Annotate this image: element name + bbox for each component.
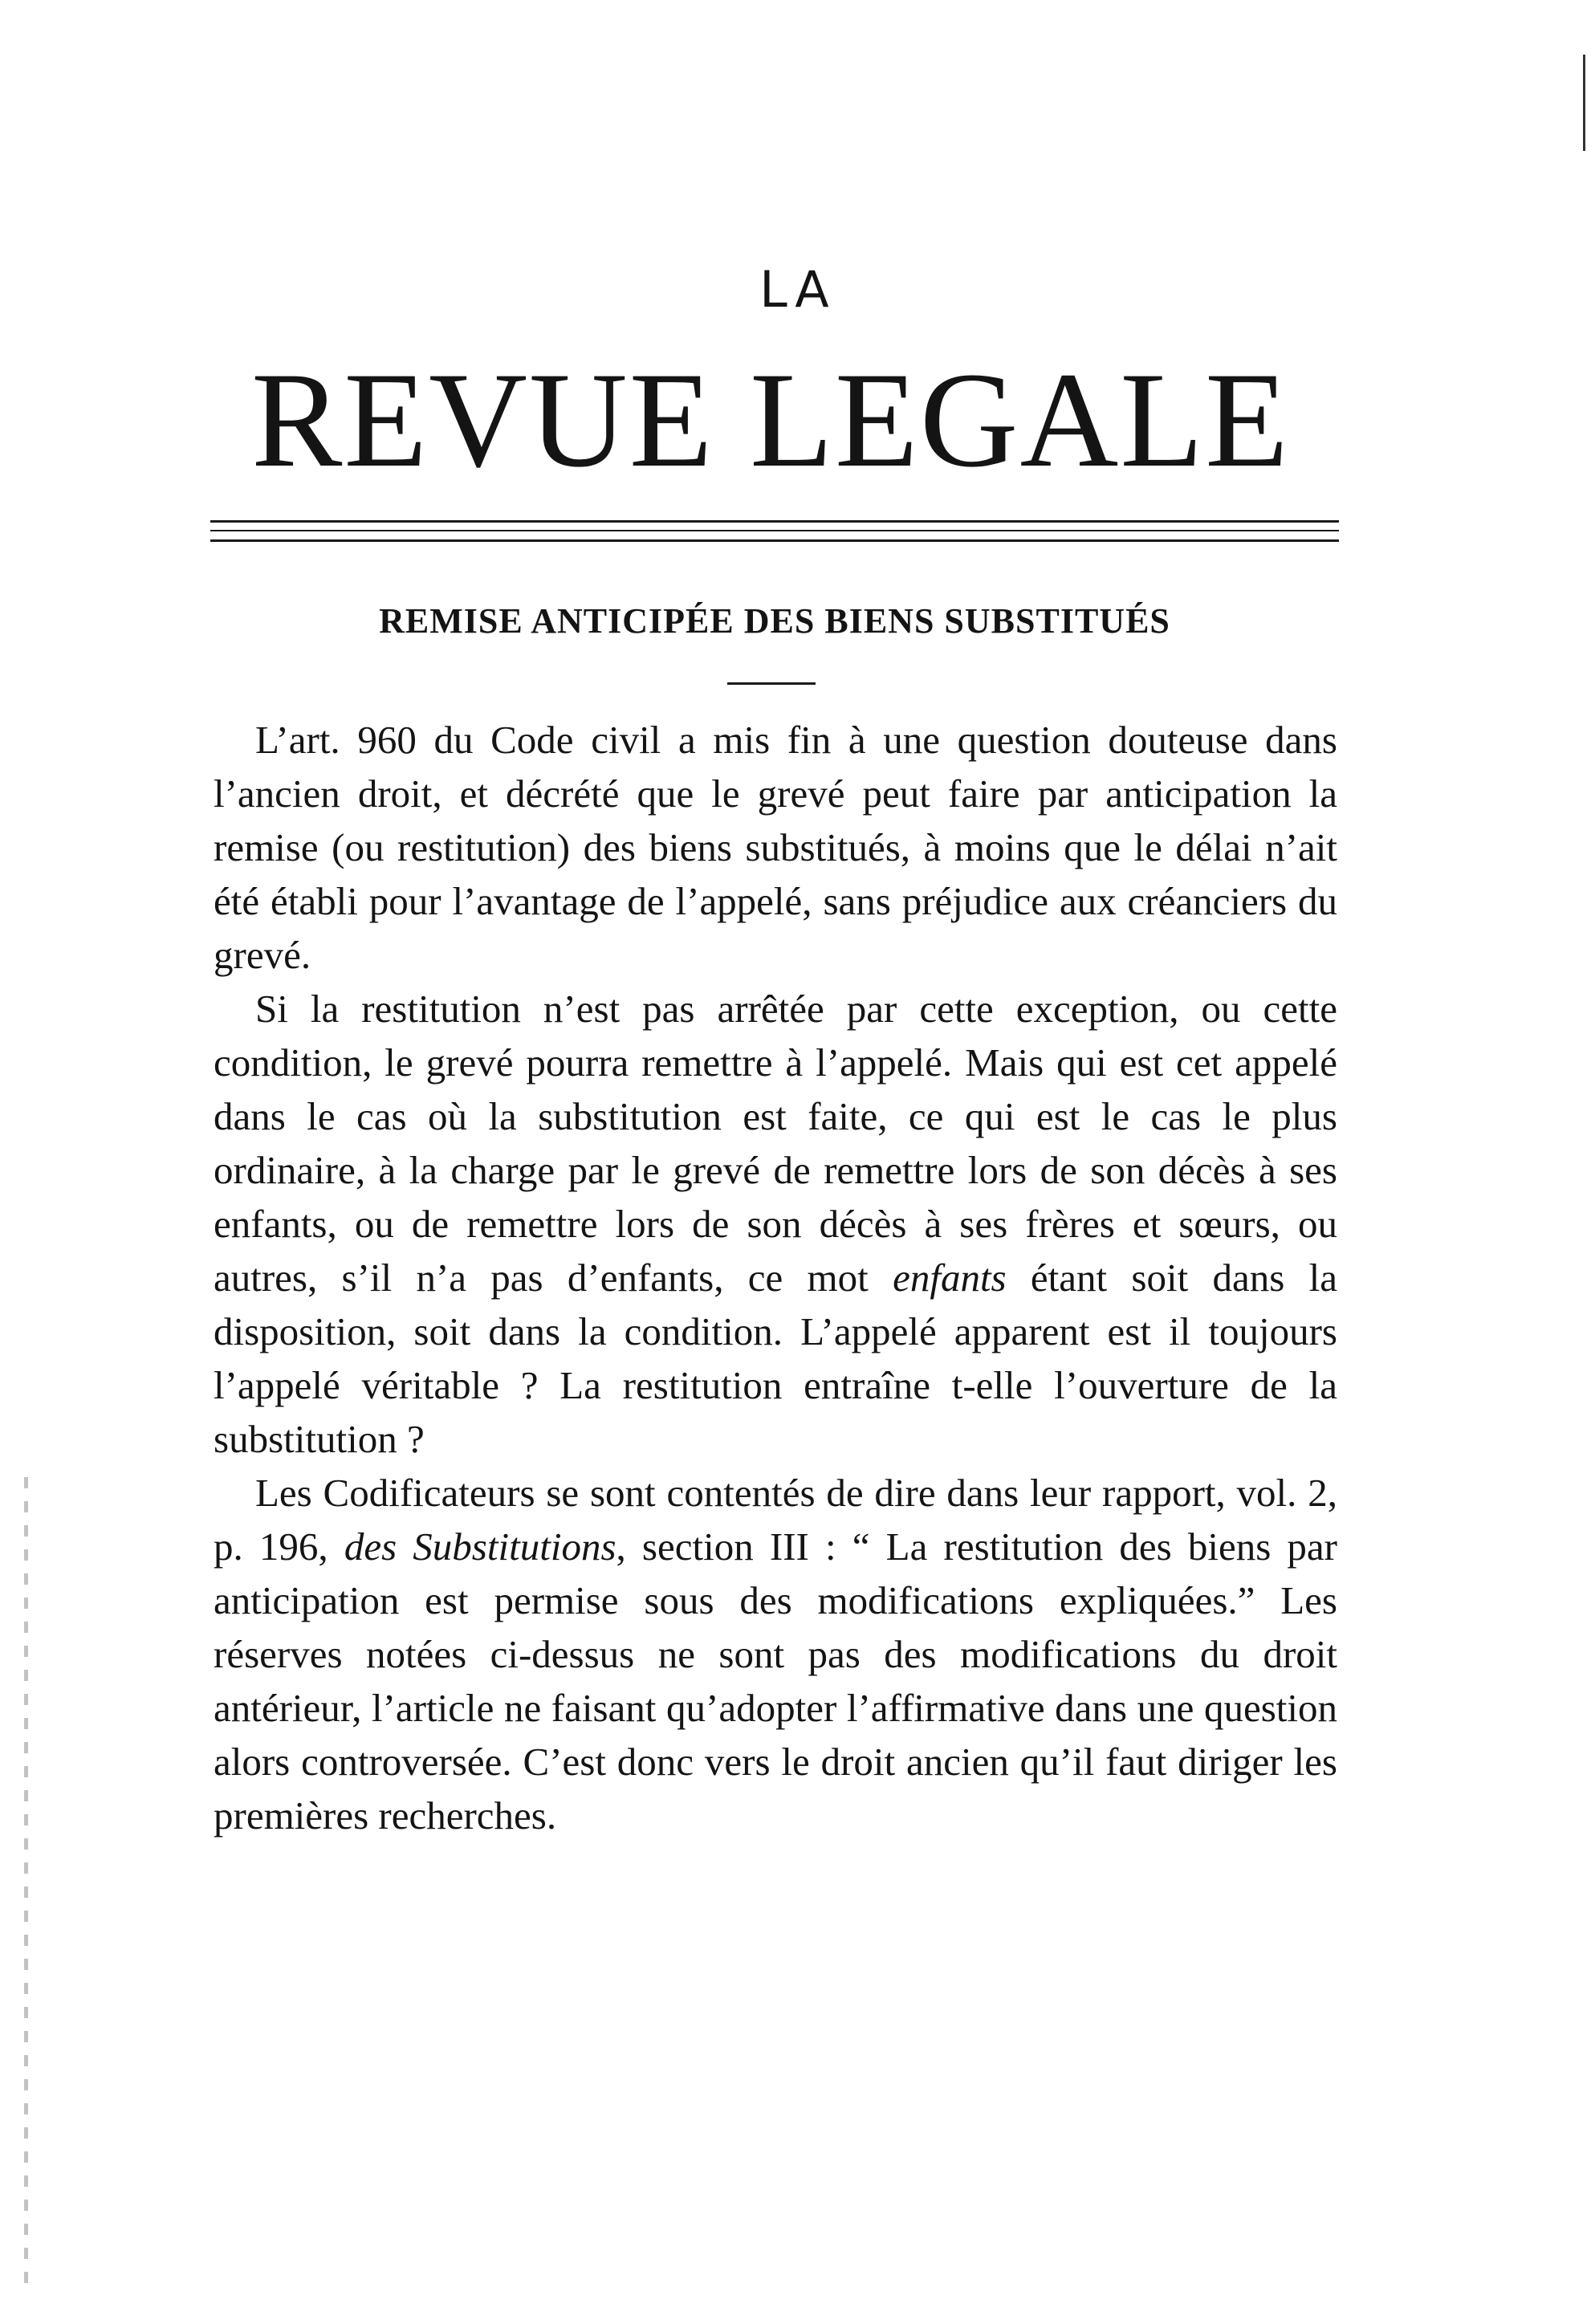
paragraph-2-text-end: étant soit dans la disposition, soit dans la condition. L’appelé apparent est il toujours l’appelé véritable ? La restitution entraîne t-elle l’ouverture de la substitution ? [214,1256,1337,1461]
paragraph-2-italic-term: enfants [893,1256,1007,1300]
masthead-rule-middle [210,530,1339,531]
paragraph-3-text-start: Les Codificateurs se sont contentés de dire dans leur rapport, vol. 2, p. 196, [214,1471,1337,1569]
paragraph-2 [214,982,1337,1466]
paragraph-1: L’art. 960 du Code civil a mis fin à une question douteuse dans l’ancien droit, et décrété que le grevé peut faire par anticipation la remise (ou restitution) des biens substitués, à moins que le délai n’ait été établi pour l’avantage de l’appelé, sans préjudice aux créanciers du grevé. [214,718,1337,977]
page-edge-mark [1583,55,1585,151]
paragraph-3-italic-title: des Substitutions [344,1524,616,1569]
binding-edge-mark [24,1477,28,2296]
paragraph-2-text-start: Si la restitution n’est pas arrêtée par cette exception, ou cette condition, le grevé pourra remettre à l’appelé. Mais qui est cet appelé dans le cas où la substitution est faite, ce qui est le cas le plus ordinaire, à la charge par le grevé de remettre lors de son décès à ses enfants, ou de remettre lors de son décès à ses frères et sœurs, ou autres, s’il n’a pas d’enfants, ce mot [214,987,1337,1300]
article-heading: REMISE ANTICIPÉE DES BIENS SUBSTITUÉS [379,601,1170,641]
masthead-rule-top [210,520,1339,523]
paragraph-3 [214,1466,1337,1842]
paragraph-3-text-end: , section III : “ La restitution des biens par anticipation est permise sous des modifications expliquées.” Les réserves notées ci-dessus ne sont pas des modifications du droit antérieur, l’article ne faisant qu’adopter l’affirmative dans une question alors controversée. C’est donc vers le droit ancien qu’il faut diriger les premières recherches. [214,1524,1338,1838]
masthead-title: REVUE LEGALE [250,344,1291,495]
heading-divider [727,682,816,685]
masthead-rule-bottom [210,539,1339,542]
article-body [214,713,1337,1842]
masthead-article-word: LA [759,260,836,319]
